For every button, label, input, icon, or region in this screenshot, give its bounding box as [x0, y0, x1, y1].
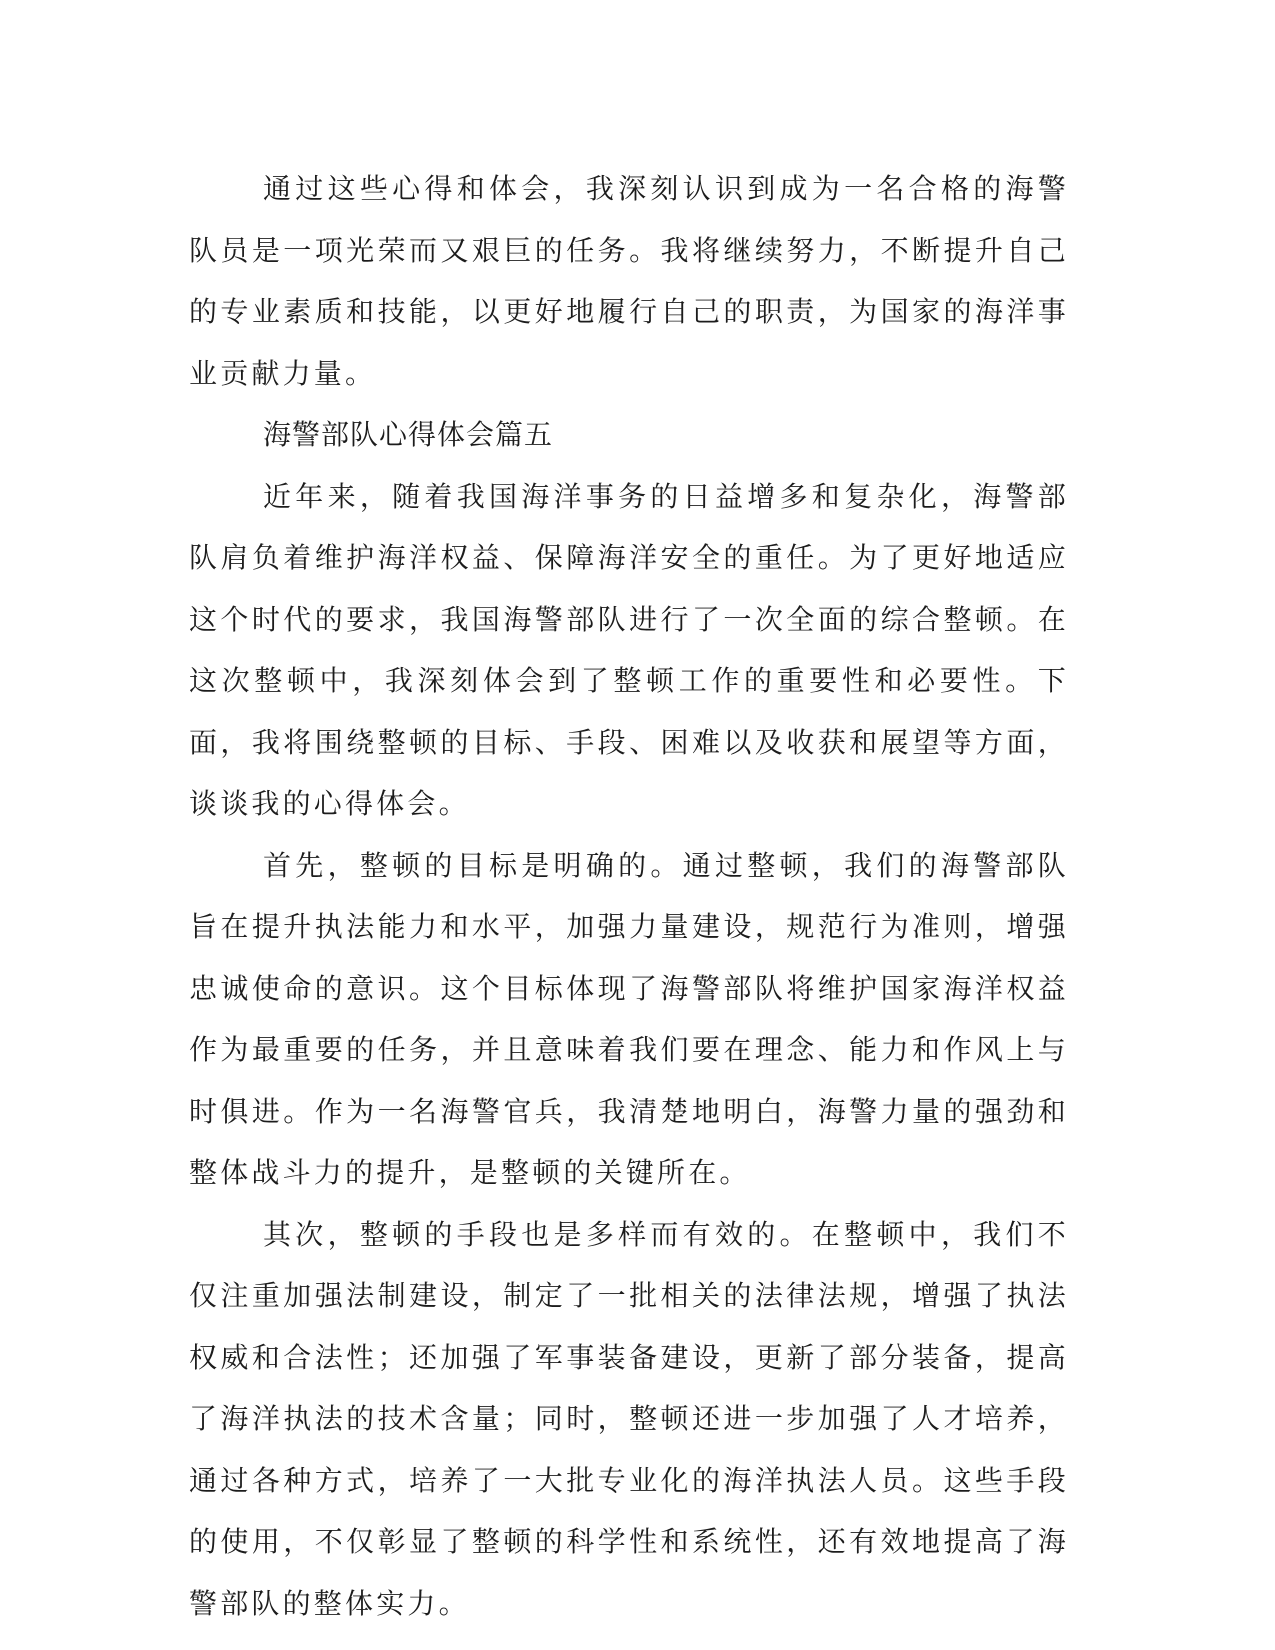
paragraph-conclusion: 通过这些心得和体会，我深刻认识到成为一名合格的海警队员是一项光荣而又艰巨的任务。我将继续努力，不断提升自己的专业素质和技能，以更好地履行自己的职责，为国家的海洋事业贡献力量。 [189, 172, 1069, 390]
paragraph-intro: 近年来，随着我国海洋事务的日益增多和复杂化，海警部队肩负着维护海洋权益、保障海洋安全的重任。为了更好地适应这个时代的要求，我国海警部队进行了一次全面的综合整顿。在这次整顿中，我深刻体会到了整顿工作的重要性和必要性。下面，我将围绕整顿的目标、手段、困难以及收获和展望等方面，谈谈我的心得体会。 [189, 479, 1069, 820]
paragraph-goal: 首先，整顿的目标是明确的。通过整顿，我们的海警部队旨在提升执法能力和水平，加强力量建设，规范行为准则，增强忠诚使命的意识。这个目标体现了海警部队将维护国家海洋权益作为最重要的任务，并且意味着我们要在理念、能力和作风上与时俱进。作为一名海警官兵，我清楚地明白，海警力量的强劲和整体战斗力的提升，是整顿的关键所在。 [189, 848, 1069, 1189]
section-heading: 海警部队心得体会篇五 [263, 418, 554, 451]
document-body [189, 158, 1069, 1634]
paragraph-means: 其次，整顿的手段也是多样而有效的。在整顿中，我们不仅注重加强法制建设，制定了一批相关的法律法规，增强了执法权威和合法性；还加强了军事装备建设，更新了部分装备，提高了海洋执法的技术含量；同时，整顿还进一步加强了人才培养，通过各种方式，培养了一大批专业化的海洋执法人员。这些手段的使用，不仅彰显了整顿的科学性和系统性，还有效地提高了海警部队的整体实力。 [189, 1217, 1069, 1620]
